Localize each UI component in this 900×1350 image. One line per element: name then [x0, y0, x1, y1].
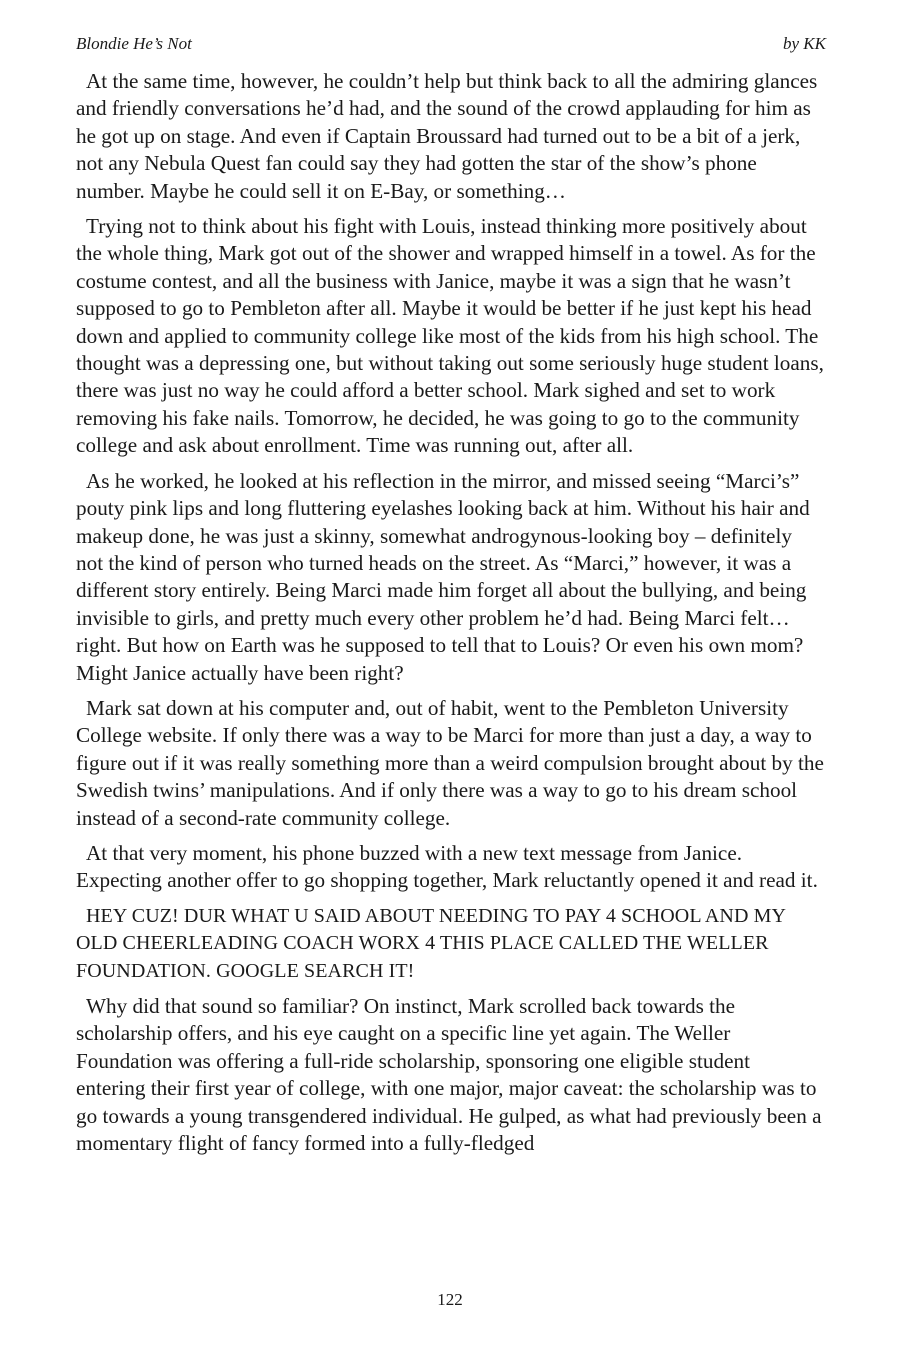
page-number: 122	[437, 1290, 463, 1309]
paragraph: At that very moment, his phone buzzed with a new text message from Janice. Expecting another offer to go shopping together, Mark reluctantly opened it and read it.	[76, 840, 818, 893]
paragraph: Why did that sound so familiar? On instinct, Mark scrolled back towards the scholarship offers, and his eye caught on a specific line yet again. The Weller Foundation was offering a full-ride scholarship, sponsoring one eligible student entering their first year of college, with one major, major caveat: the scholarship was to go towards a young transgendered individual. He gulped, as what had previously been a momentary flight of fancy formed into a fully-fledged	[76, 994, 822, 1156]
body-text	[76, 68, 824, 1165]
paragraph: Mark sat down at his computer and, out of habit, went to the Pembleton University College website. If only there was a way to be Marci for more than just a day, a way to figure out if it was really something more than a weird compulsion brought about by the Swedish twins’ manipulations. And if only there was a way to go to his dream school instead of a second-rate community college.	[76, 695, 824, 830]
paragraph: At the same time, however, he couldn’t help but think back to all the admiring glances and friendly conversations he’d had, and the sound of the crowd applauding for him as he got up on stage. And even if Captain Broussard had turned out to be a bit of a jerk, not any Nebula Quest fan could say they had gotten the star of the show’s phone number. Maybe he could sell it on E-Bay, or something…	[76, 69, 818, 203]
book-title: Blondie He’s Not	[76, 34, 192, 53]
author-credit: by KK	[783, 34, 826, 53]
running-header	[76, 34, 826, 58]
paragraph: As he worked, he looked at his reflection in the mirror, and missed seeing “Marci’s” pouty pink lips and long fluttering eyelashes looking back at him. Without his hair and makeup done, he was just a skinny, somewhat androgynous-looking boy – definitely not the kind of person who turned heads on the street. As “Marci,” however, it was a different story entirely. Being Marci made him forget all about the bullying, and being invisible to girls, and pretty much every other problem he’d had. Being Marci felt… right. But how on Earth was he supposed to tell that to Louis? Or even his own mom? Might Janice actually have been right?	[76, 468, 810, 685]
text-message: HEY CUZ! DUR WHAT U SAID ABOUT NEEDING TO PAY 4 SCHOOL AND MY OLD CHEERLEADING COACH WORX 4 THIS PLACE CALLED THE WELLER FOUNDATION. GOOGLE SEARCH IT!	[76, 904, 786, 982]
paragraph: Trying not to think about his fight with Louis, instead thinking more positively about the whole thing, Mark got out of the shower and wrapped himself in a towel. As for the costume contest, and all the business with Janice, maybe it was a sign that he wasn’t supposed to go to Pembleton after all. Maybe it would be better if he just kept his head down and applied to community college like most of the kids from his high school. The thought was a depressing one, but without taking out some seriously huge student loans, there was just no way he could afford a better school. Mark sighed and set to work removing his fake nails. Tomorrow, he decided, he was going to go to the community college and ask about enrollment. Time was running out, after all.	[76, 214, 824, 458]
